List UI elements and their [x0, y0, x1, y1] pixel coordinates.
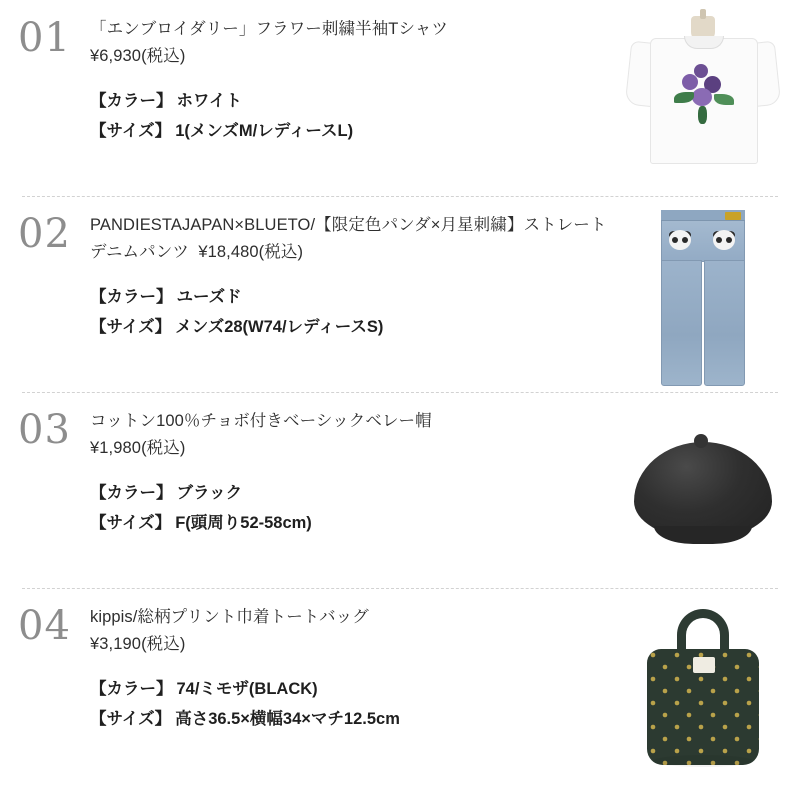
item-number: 03 — [18, 407, 71, 453]
flower-petal — [692, 88, 712, 106]
panda-embroidery-right — [713, 230, 735, 250]
leaf — [714, 94, 734, 105]
jeans-leg-right — [704, 260, 745, 386]
spec-row-color — [90, 87, 608, 116]
item-number: 02 — [18, 211, 71, 257]
spec-row-size — [90, 705, 608, 734]
spec-label: 【カラー】 — [90, 288, 173, 307]
item-details — [90, 602, 618, 734]
tote-illustration — [637, 605, 769, 775]
item-specs — [90, 87, 608, 146]
bag-shadow — [653, 755, 753, 767]
spec-value: ブラック — [176, 484, 243, 503]
item-title — [90, 16, 608, 69]
item-title-text: コットン100％チョボ付きベーシックベレー帽 — [90, 412, 432, 430]
beret-nub — [694, 434, 708, 448]
spec-row-size — [90, 313, 608, 342]
item-details — [90, 406, 618, 538]
item-title-text: 「エンブロイダリー」フラワー刺繍半袖Tシャツ — [90, 20, 448, 38]
beret-thumbnail — [618, 406, 788, 582]
bag-label — [693, 657, 715, 673]
panda-eye — [726, 237, 732, 243]
item-price: ¥18,480(税込) — [198, 242, 304, 261]
item-price: ¥3,190(税込) — [90, 634, 186, 653]
denim-illustration — [655, 210, 751, 386]
item-title-text: kippis/総柄プリント巾着トートバッグ — [90, 608, 369, 626]
spec-value: ホワイト — [176, 92, 243, 111]
item-number: 01 — [18, 15, 71, 61]
spec-row-size — [90, 117, 608, 146]
spec-value: F(頭周り52-58cm) — [175, 513, 312, 532]
item-title-text: PANDIESTAJAPAN×BLUETO/【限定色パンダ×月星刺繍】ストレートデニムパンツ — [90, 216, 607, 261]
divider — [22, 588, 778, 589]
beret-band — [654, 526, 752, 544]
spec-row-color — [90, 283, 608, 312]
divider — [22, 392, 778, 393]
panda-eye — [672, 237, 678, 243]
item-price: ¥6,930(税込) — [90, 46, 186, 65]
spec-label: 【サイズ】 — [90, 709, 172, 728]
item-specs — [90, 479, 608, 538]
panda-embroidery-left — [669, 230, 691, 250]
spec-value: メンズ28(W74/レディースS) — [175, 317, 384, 336]
item-title — [90, 212, 608, 265]
spec-label: 【カラー】 — [90, 92, 173, 111]
stem — [698, 106, 707, 124]
item-details — [90, 210, 618, 342]
panda-eye — [716, 237, 722, 243]
leaf — [674, 92, 694, 103]
spec-row-color — [90, 675, 608, 704]
flower-petal — [682, 74, 698, 90]
item-price: ¥1,980(税込) — [90, 438, 186, 457]
spec-label: 【サイズ】 — [90, 513, 172, 532]
beret-dome — [634, 442, 772, 538]
item-specs — [90, 283, 608, 342]
item-title — [90, 408, 608, 461]
list-item — [0, 588, 800, 784]
item-details — [90, 14, 618, 146]
tshirt-illustration — [628, 16, 778, 188]
jeans-leg-left — [661, 260, 702, 386]
flower-embroidery-print — [672, 60, 738, 126]
list-item — [0, 196, 800, 392]
divider — [22, 196, 778, 197]
spec-label: 【カラー】 — [90, 680, 173, 699]
item-title — [90, 604, 608, 657]
spec-label: 【カラー】 — [90, 484, 173, 503]
spec-row-color — [90, 479, 608, 508]
panda-eye — [682, 237, 688, 243]
spec-label: 【サイズ】 — [90, 317, 172, 336]
list-item — [0, 0, 800, 196]
spec-value: 74/ミモザ(BLACK) — [176, 680, 318, 699]
beret-illustration — [628, 434, 778, 554]
spec-value: 1(メンズM/レディースL) — [175, 121, 354, 140]
list-item — [0, 392, 800, 588]
brand-tag — [725, 212, 741, 220]
item-number: 04 — [18, 603, 71, 649]
spec-value: 高さ36.5×横幅34×マチ12.5cm — [175, 709, 400, 728]
tshirt-thumbnail — [618, 14, 788, 190]
item-specs — [90, 675, 608, 734]
tote-bag-thumbnail — [618, 602, 788, 778]
spec-value: ユーズド — [176, 288, 242, 307]
denim-pants-thumbnail — [618, 210, 788, 386]
spec-row-size — [90, 509, 608, 538]
spec-label: 【サイズ】 — [90, 121, 172, 140]
